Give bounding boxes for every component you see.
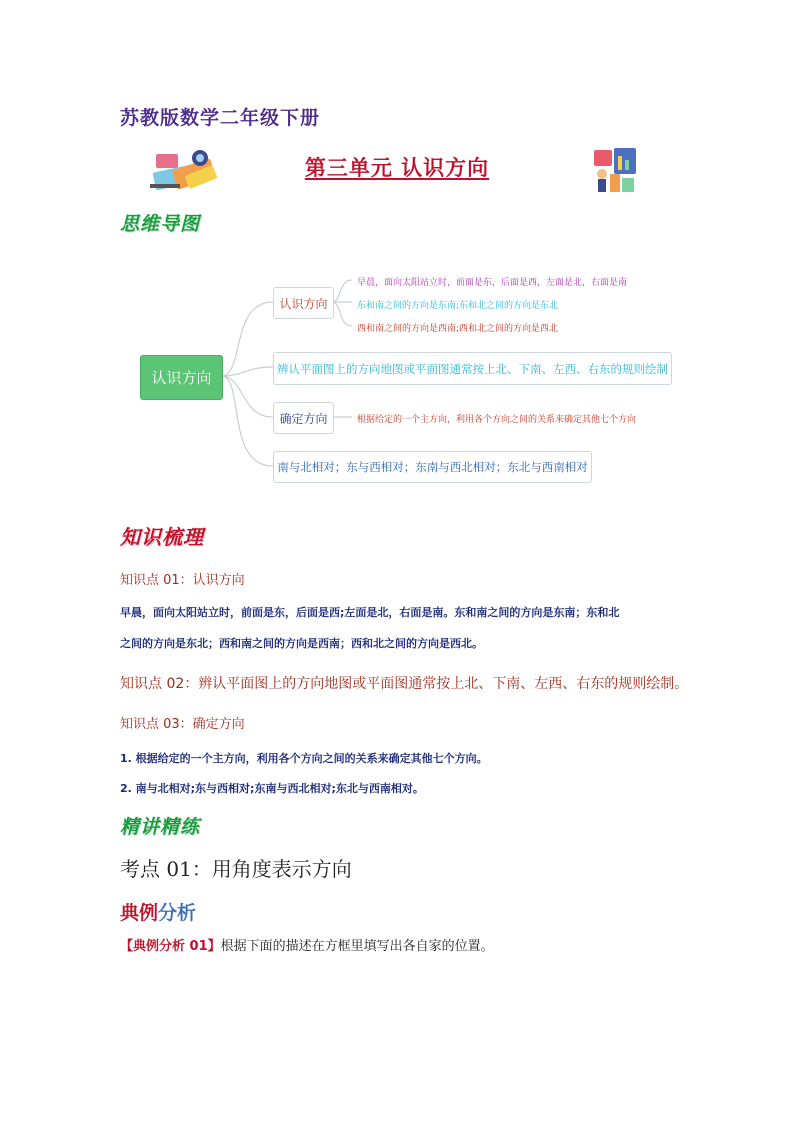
mindmap-node-opposites: 南与北相对；东与西相对；东南与西北相对；东北与西南相对 [273,451,592,483]
illustration-right [592,146,640,194]
kp3-item-1: 1. 根据给定的一个主方向，利用各个方向之间的关系来确定其他七个方向。 [120,752,488,765]
mindmap-leaf-west: 西和南之间的方向是西南;西和北之间的方向是西北 [357,324,559,334]
example-heading-red: 典例 [120,902,159,924]
example-heading [120,898,196,925]
kp1-line2: 之间的方向是东北；西和南之间的方向是西南；西和北之间的方向是西北。 [120,637,483,650]
mindmap-leaf-morning: 早晨，面向太阳站立时，前面是东，后面是西，左面是北，右面是南 [357,278,628,288]
mindmap-node-determine: 确定方向 [273,402,334,434]
mindmap-leaf-determine: 根据给定的一个主方向，利用各个方向之间的关系来确定其他七个方向 [357,415,637,425]
book-title: 苏教版数学二年级下册 [120,107,321,129]
test-point-title: 考点 01：用角度表示方向 [120,857,352,881]
section-knowledge: 知识梳理 [120,525,204,549]
kp3-item-2: 2. 南与北相对;东与西相对;东南与西北相对;东北与西南相对。 [120,782,424,795]
example-text: 根据下面的描述在方框里填写出各自家的位置。 [220,939,494,954]
kp1-line1: 早晨，面向太阳站立时，前面是东，后面是西;左面是北，右面是南。东和南之间的方向是东南；东和北 [120,606,620,619]
kp1-title: 知识点 01：认识方向 [120,573,245,588]
mindmap-node-recognize: 认识方向 [273,287,334,319]
kp3-title: 知识点 03：确定方向 [120,717,245,732]
kp2-title: 知识点 02：辨认平面图上的方向地图或平面图通常按上北、下南、左西、右东的规则绘制。 [120,676,689,692]
section-practice: 精讲精练 [120,816,201,838]
mindmap-leaf-east: 东和南之间的方向是东南;东和北之间的方向是东北 [357,301,559,311]
example-tag: 【典例分析 01】 [120,939,221,954]
example-line [120,935,494,954]
mindmap-node-map-rule: 辨认平面图上的方向地图或平面图通常按上北、下南、左西、右东的规则绘制 [273,352,672,385]
unit-title: 第三单元 认识方向 [304,155,490,180]
section-mindmap: 思维导图 [120,213,201,235]
example-heading-blue: 分析 [158,902,197,924]
mindmap-center: 认识方向 [140,355,223,400]
